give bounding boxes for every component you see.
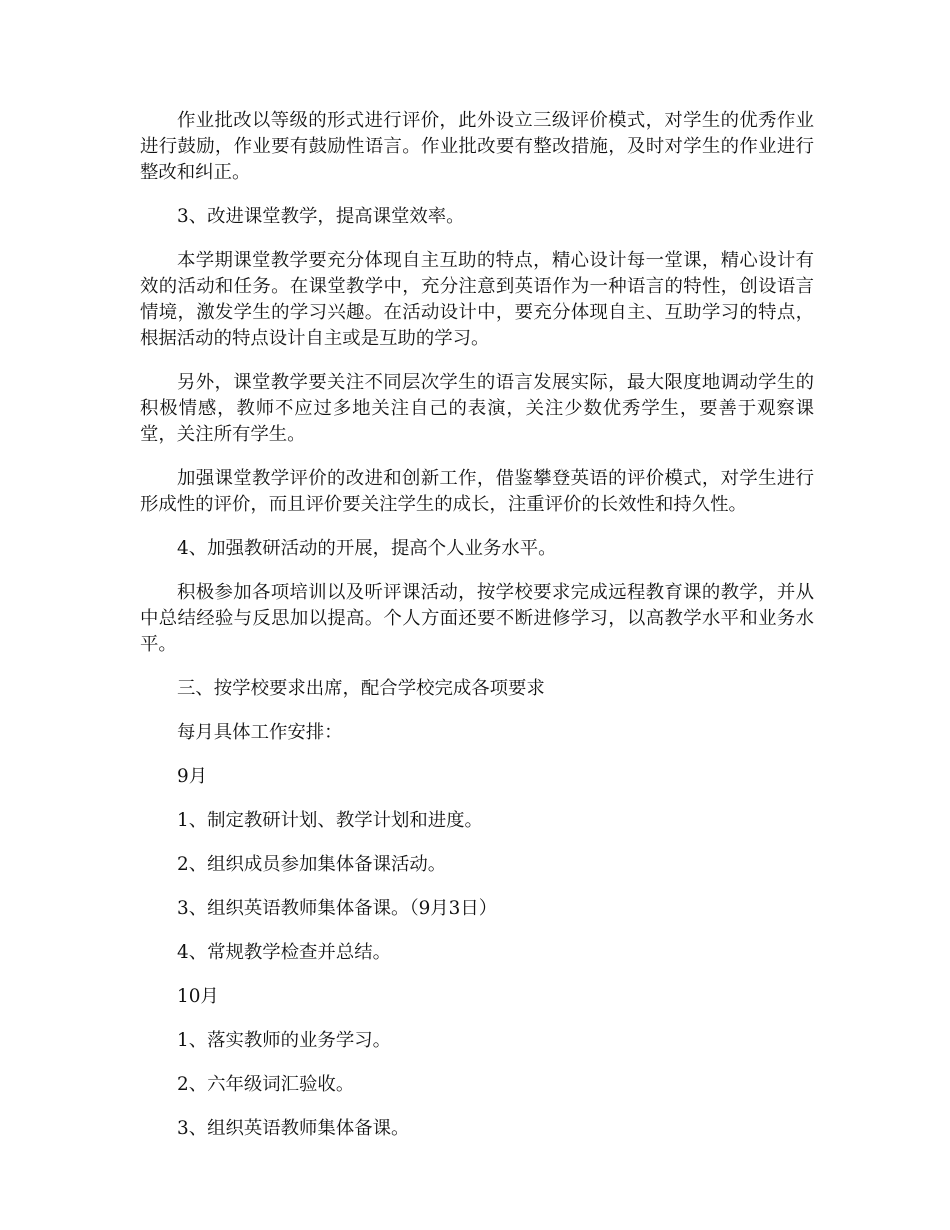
- list-item: 1、落实教师的业务学习。: [177, 1030, 391, 1051]
- list-item: 4、常规教学检查并总结。: [177, 942, 391, 963]
- list-item: 1、制定教研计划、教学计划和进度。: [177, 810, 483, 831]
- document-body: [140, 108, 814, 1160]
- heading-improve-classroom-teaching: 3、改进课堂教学，提高课堂效率。: [177, 206, 465, 227]
- paragraph-training: 积极参加各项培训以及听评课活动，按学校要求完成远程教育课的教学，并从中总结经验与反思加以提高。个人方面还要不断进修学习，以高教学水平和业务水平。: [140, 582, 814, 655]
- paragraph-homework-grading: 作业批改以等级的形式进行评价，此外设立三级评价模式，对学生的优秀作业进行鼓励，作业要有鼓励性语言。作业批改要有整改措施，及时对学生的作业进行整改和纠正。: [140, 110, 814, 183]
- month-october: 10月: [177, 986, 219, 1007]
- list-item: 3、组织英语教师集体备课。（9月3日）: [177, 898, 498, 919]
- heading-monthly-schedule: 每月具体工作安排：: [177, 722, 343, 743]
- list-item: 2、六年级词汇验收。: [177, 1074, 355, 1095]
- heading-teaching-research: 4、加强教研活动的开展，提高个人业务水平。: [177, 538, 557, 559]
- paragraph-classroom-design: 本学期课堂教学要充分体现自主互助的特点，精心设计每一堂课，精心设计有效的活动和任务。在课堂教学中，充分注意到英语作为一种语言的特性，创设语言情境，激发学生的学习兴趣。在活动设计中，要充分体现自主、互助学习的特点，根据活动的特点设计自主或是互助的学习。: [140, 250, 814, 349]
- paragraph-evaluation-innovation: 加强课堂教学评价的改进和创新工作，借鉴攀登英语的评价模式，对学生进行形成性的评价，而且评价要关注学生的成长，注重评价的长效性和持久性。: [140, 468, 814, 515]
- list-item: 3、组织英语教师集体备课。: [177, 1118, 410, 1139]
- paragraph-student-levels: 另外，课堂教学要关注不同层次学生的语言发展实际，最大限度地调动学生的积极情感，教师不应过多地关注自己的表演，关注少数优秀学生，要善于观察课堂，关注所有学生。: [140, 372, 814, 445]
- heading-attendance: 三、按学校要求出席，配合学校完成各项要求: [177, 678, 545, 699]
- month-september: 9月: [177, 766, 208, 787]
- list-item: 2、组织成员参加集体备课活动。: [177, 854, 447, 875]
